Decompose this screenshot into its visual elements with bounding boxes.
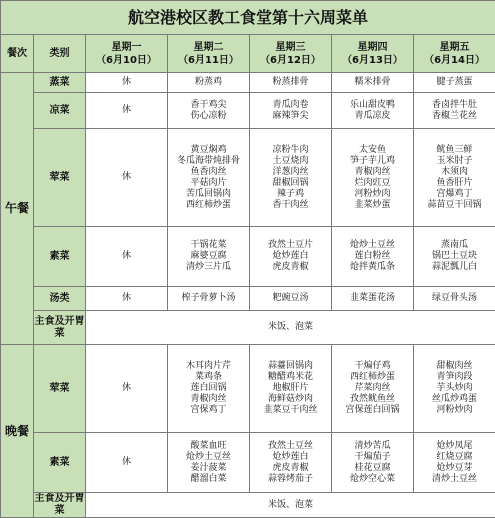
dish-item: 酸菜血旺 xyxy=(168,441,249,452)
dish-item: 冬瓜海带炖排骨 xyxy=(168,156,249,167)
dish-item: 木耳肉片芹 xyxy=(168,361,249,372)
dish-item: 蒜苗豆干回锅 xyxy=(414,200,495,211)
dish-item: 木须肉 xyxy=(414,167,495,178)
monday-cell: 休 xyxy=(86,227,168,287)
dish-item: 炝炒凤尾 xyxy=(414,441,495,452)
menu-title: 航空港校区教工食堂第十六周菜单 xyxy=(1,1,495,35)
dish-item: 玉米肘子 xyxy=(414,156,495,167)
dish-item: 河粉炒肉 xyxy=(332,189,413,200)
dish-item: 笋子芋儿鸡 xyxy=(332,156,413,167)
dish-cell xyxy=(332,287,414,311)
dish-item: 土豆烧肉 xyxy=(250,156,331,167)
dish-cell xyxy=(332,129,414,227)
dish-item: 清炒土豆丝 xyxy=(414,474,495,485)
dish-item: 海鲜菇炒肉 xyxy=(250,394,331,405)
dish-item: 炝炒莲白 xyxy=(250,452,331,463)
dish-cell xyxy=(168,227,250,287)
dish-cell xyxy=(168,345,250,433)
dish-item: 苦瓜回锅肉 xyxy=(168,189,249,200)
dish-item: 虎皮青椒 xyxy=(250,463,331,474)
dish-item: 清炒苦瓜 xyxy=(332,441,413,452)
dish-cell xyxy=(414,73,495,93)
dish-cell xyxy=(168,287,250,311)
day-header xyxy=(86,35,168,73)
dish-item: 韭菜炒蛋 xyxy=(332,200,413,211)
dish-item: 韭菜蛋花汤 xyxy=(332,293,413,304)
dish-item: 蒜蓉烤茄子 xyxy=(250,474,331,485)
dish-cell xyxy=(168,73,250,93)
dish-item: 菜鸡条 xyxy=(168,372,249,383)
dish-item: 青椒肉丝 xyxy=(168,394,249,405)
category-label: 素菜 xyxy=(34,433,86,493)
day-name: 星期五 xyxy=(414,41,495,54)
dish-item: 炝炒空心菜 xyxy=(332,474,413,485)
dish-item: 孜然鱿鱼丝 xyxy=(332,394,413,405)
dish-item: 烂肉豇豆 xyxy=(332,178,413,189)
day-date: （6月10日） xyxy=(86,54,167,67)
category-label: 主食及开胃菜 xyxy=(34,311,86,345)
dish-cell xyxy=(332,73,414,93)
dish-item: 炝炒土豆丝 xyxy=(332,240,413,251)
category-header: 类别 xyxy=(34,35,86,73)
dish-item: 锅巴土豆块 xyxy=(414,251,495,262)
dish-item: 丝瓜炒鸡蛋 xyxy=(414,394,495,405)
monday-cell: 休 xyxy=(86,93,168,129)
category-label: 荤菜 xyxy=(34,129,86,227)
dish-item: 青瓜凉皮 xyxy=(332,111,413,122)
dish-item: 姜汁菠菜 xyxy=(168,463,249,474)
dish-item: 鱼香肉丝 xyxy=(168,167,249,178)
dish-item: 宫保莲白回锅 xyxy=(332,405,413,416)
dish-item: 麻辣笋尖 xyxy=(250,111,331,122)
dish-cell xyxy=(168,129,250,227)
dish-item: 绿豆骨头汤 xyxy=(414,293,495,304)
dish-item: 黄豆焖鸡 xyxy=(168,145,249,156)
staple-cell: 米饭、泡菜 xyxy=(86,493,495,518)
dish-cell xyxy=(414,129,495,227)
category-label: 主食及开胃菜 xyxy=(34,493,86,518)
day-date: （6月13日） xyxy=(332,54,413,67)
dish-cell xyxy=(332,93,414,129)
dish-item: 鱼香肝片 xyxy=(414,178,495,189)
dish-cell xyxy=(250,129,332,227)
dish-item: 西红柿炒蛋 xyxy=(332,372,413,383)
category-label: 汤类 xyxy=(34,287,86,311)
dish-item: 洋葱肉丝 xyxy=(250,167,331,178)
dish-item: 蒸南瓜 xyxy=(414,240,495,251)
dish-item: 乐山甜皮鸭 xyxy=(332,100,413,111)
monday-cell: 休 xyxy=(86,433,168,493)
dish-cell xyxy=(414,227,495,287)
dish-item: 宫爆鸡丁 xyxy=(414,189,495,200)
dish-item: 榨子骨萝卜汤 xyxy=(168,293,249,304)
dish-item: 青瓜肉卷 xyxy=(250,100,331,111)
dish-item: 清炒三片瓜 xyxy=(168,262,249,273)
dish-item: 麻婆豆腐 xyxy=(168,251,249,262)
dinner-meal-label: 晚餐 xyxy=(1,345,34,518)
dish-item: 蒜泥瓢儿白 xyxy=(414,262,495,273)
monday-cell: 休 xyxy=(86,129,168,227)
category-label: 蒸菜 xyxy=(34,73,86,93)
dish-item: 香干鸡尖 xyxy=(168,100,249,111)
dish-item: 青笋肉段 xyxy=(414,372,495,383)
dish-item: 粑豌豆汤 xyxy=(250,293,331,304)
day-header xyxy=(250,35,332,73)
dish-item: 炝拌黄瓜条 xyxy=(332,262,413,273)
dish-item: 太安鱼 xyxy=(332,145,413,156)
dish-cell xyxy=(250,433,332,493)
dish-item: 干煸茄子 xyxy=(332,452,413,463)
dish-cell xyxy=(332,345,414,433)
dish-cell xyxy=(332,433,414,493)
day-date: （6月12日） xyxy=(250,54,331,67)
dish-cell xyxy=(250,287,332,311)
dish-item: 地椒肝片 xyxy=(250,383,331,394)
dish-item: 孜然土豆丝 xyxy=(250,441,331,452)
dish-item: 伤心凉粉 xyxy=(168,111,249,122)
dish-item: 香卤拌牛肚 xyxy=(414,100,495,111)
day-header xyxy=(414,35,495,73)
dish-cell xyxy=(168,433,250,493)
dish-cell xyxy=(332,227,414,287)
dish-item: 炝炒土豆丝 xyxy=(168,452,249,463)
dish-item: 炝炒豆芽 xyxy=(414,463,495,474)
dish-cell xyxy=(414,345,495,433)
dish-item: 糖醋鸡米花 xyxy=(250,372,331,383)
dish-item: 甜椒肉丝 xyxy=(414,361,495,372)
day-header xyxy=(168,35,250,73)
day-name: 星期一 xyxy=(86,41,167,54)
day-name: 星期三 xyxy=(250,41,331,54)
dish-item: 宫保鸡丁 xyxy=(168,405,249,416)
staple-cell: 米饭、泡菜 xyxy=(86,311,495,345)
dish-item: 鱿鱼三鲜 xyxy=(414,145,495,156)
meal-header: 餐次 xyxy=(1,35,34,73)
dish-item: 粉蒸鸡 xyxy=(168,77,249,88)
dish-item: 蒜薹回锅肉 xyxy=(250,361,331,372)
monday-cell: 休 xyxy=(86,73,168,93)
dish-item: 粉蒸排骨 xyxy=(250,77,331,88)
day-name: 星期二 xyxy=(168,41,249,54)
category-label: 凉菜 xyxy=(34,93,86,129)
dish-item: 干锅花菜 xyxy=(168,240,249,251)
dish-cell xyxy=(414,287,495,311)
monday-cell: 休 xyxy=(86,287,168,311)
dish-item: 红烧豆腐 xyxy=(414,452,495,463)
dish-item: 香椒兰花丝 xyxy=(414,111,495,122)
dish-cell xyxy=(250,73,332,93)
dish-item: 炝炒莲白 xyxy=(250,251,331,262)
dish-item: 香干肉丝 xyxy=(250,200,331,211)
day-name: 星期四 xyxy=(332,41,413,54)
dish-item: 干煸仔鸡 xyxy=(332,361,413,372)
dish-item: 醋溜白菜 xyxy=(168,474,249,485)
dish-item: 韭菜豆干肉丝 xyxy=(250,405,331,416)
dish-item: 甜椒回锅 xyxy=(250,178,331,189)
day-date: （6月14日） xyxy=(414,54,495,67)
day-header xyxy=(332,35,414,73)
dish-cell xyxy=(414,433,495,493)
dish-cell xyxy=(414,93,495,129)
day-date: （6月11日） xyxy=(168,54,249,67)
dish-item: 莲白粉丝 xyxy=(332,251,413,262)
dish-item: 桂花豆腐 xyxy=(332,463,413,474)
dish-item: 平菇肉片 xyxy=(168,178,249,189)
dish-cell xyxy=(250,227,332,287)
dish-item: 腱子蒸蛋 xyxy=(414,77,495,88)
lunch-meal-label: 午餐 xyxy=(1,73,34,345)
dish-item: 辣子鸡 xyxy=(250,189,331,200)
dish-item: 芹菜肉丝 xyxy=(332,383,413,394)
monday-cell: 休 xyxy=(86,345,168,433)
dish-item: 糯米排骨 xyxy=(332,77,413,88)
dish-item: 凉粉牛肉 xyxy=(250,145,331,156)
dish-cell xyxy=(250,345,332,433)
dish-item: 虎皮青椒 xyxy=(250,262,331,273)
dish-cell xyxy=(168,93,250,129)
dish-cell xyxy=(250,93,332,129)
dish-item: 芋头炒肉 xyxy=(414,383,495,394)
dish-item: 孜然土豆片 xyxy=(250,240,331,251)
dish-item: 莲白回锅 xyxy=(168,383,249,394)
category-label: 荤菜 xyxy=(34,345,86,433)
category-label: 素菜 xyxy=(34,227,86,287)
dish-item: 青椒肉丝 xyxy=(332,167,413,178)
dish-item: 西红柿炒蛋 xyxy=(168,200,249,211)
dish-item: 河粉炒肉 xyxy=(414,405,495,416)
